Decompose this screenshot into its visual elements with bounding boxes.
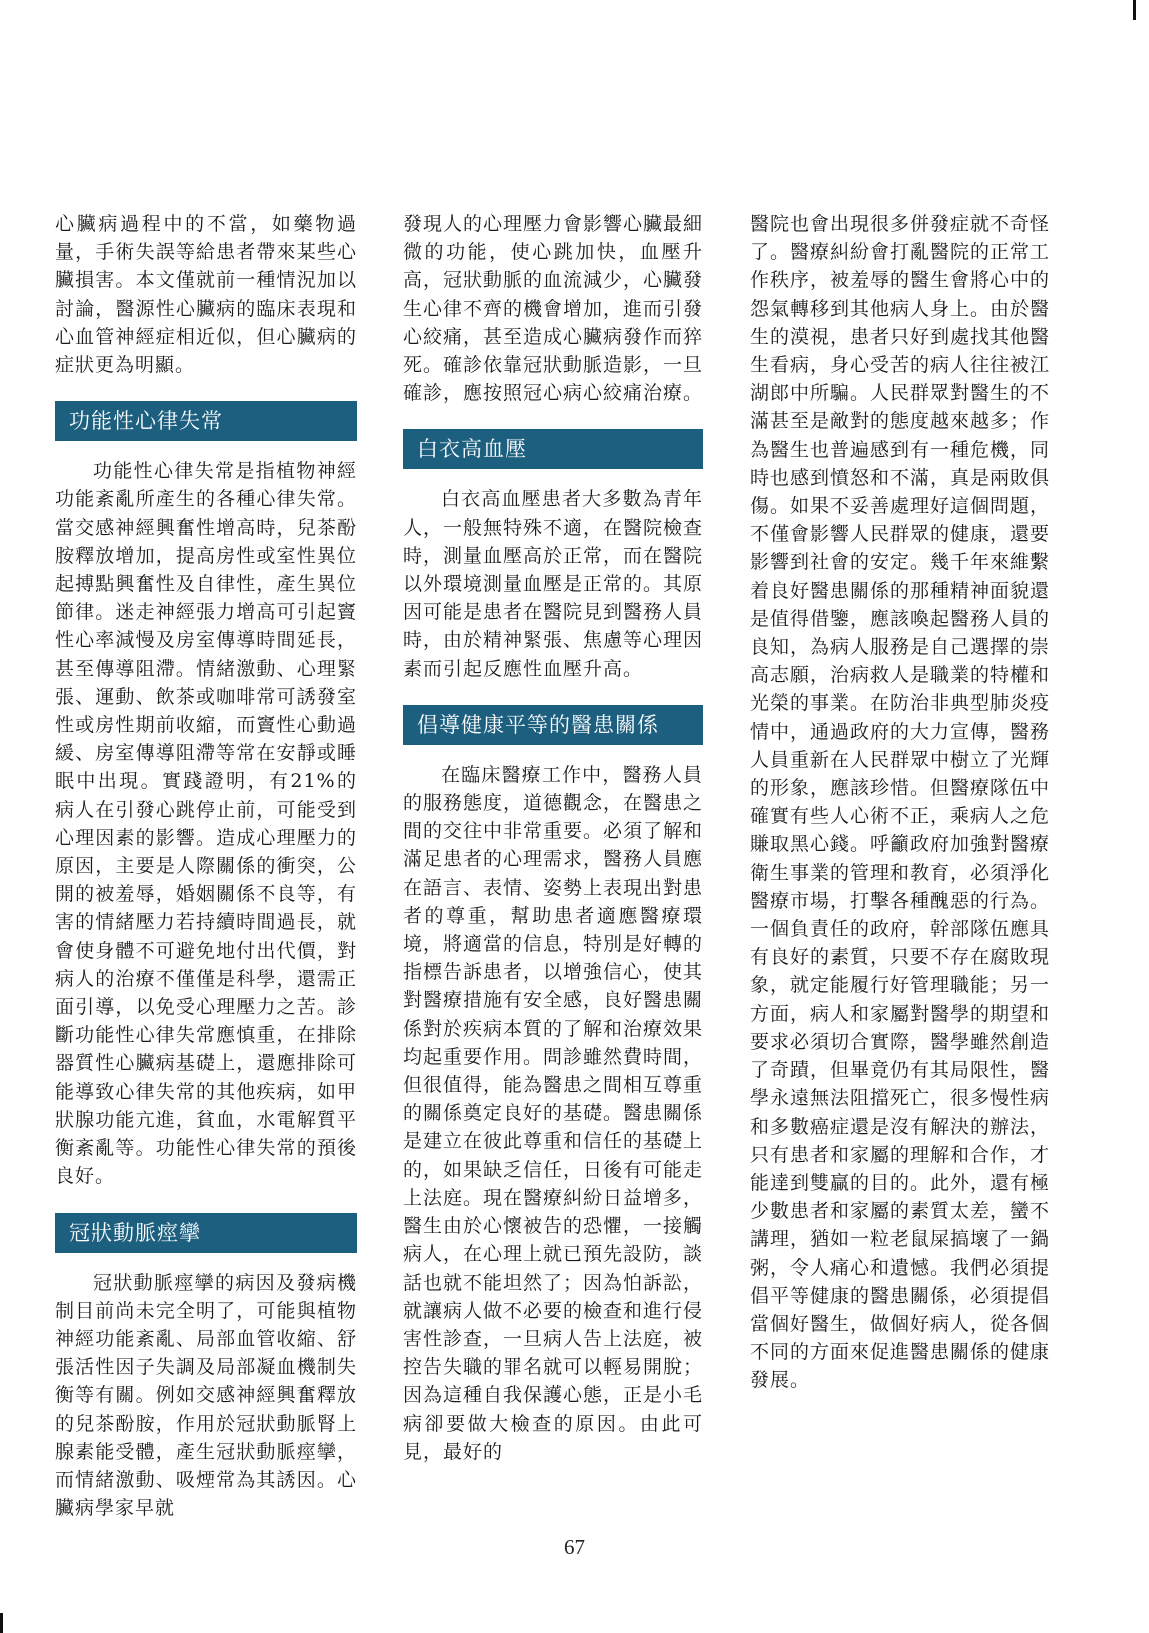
section-heading: 白衣高血壓	[403, 429, 703, 469]
paragraph: 心臟病過程中的不當，如藥物過量，手術失誤等給患者帶來某些心臟損害。本文僅就前一種情況加以討論，醫源性心臟病的臨床表現和心血管神經症相近似，但心臟病的症狀更為明顯。	[55, 213, 357, 377]
paragraph: 醫院也會出現很多併發症就不奇怪了。醫療糾紛會打亂醫院的正常工作秩序，被羞辱的醫生會將心中的怨氣轉移到其他病人身上。由於醫生的漠視，患者只好到處找其他醫生看病，身心受苦的病人往往被江湖郎中所騙。人民群眾對醫生的不滿甚至是敵對的態度越來越多；作為醫生也普遍感到有一種危機，同時也感到憤怒和不滿，真是兩敗俱傷。如果不妥善處理好這個問題，不僅會影響人民群眾的健康，還要影響到社會的安定。幾千年來維繫着良好醫患關係的那種精神面貌還是值得借鑒，應該喚起醫務人員的良知，為病人服務是自己選擇的崇高志願，治病救人是職業的特權和光榮的事業。在防治非典型肺炎疫情中，通過政府的大力宣傳，醫務人員重新在人民群眾中樹立了光輝的形象，應該珍惜。但醫療隊伍中確實有些人心術不正，乘病人之危賺取黑心錢。呼籲政府加強對醫療衛生事業的管理和教育，必須淨化醫療市場，打擊各種醜惡的行為。一個負責任的政府，幹部隊伍應具有良好的素質，只要不存在腐敗現象，就定能履行好管理職能；另一方面，病人和家屬對醫學的期望和要求必須切合實際，醫學雖然創造了奇蹟，但畢竟仍有其局限性，醫學永遠無法阻擋死亡，很多慢性病和多數癌症還是沒有解決的辦法，只有患者和家屬的理解和合作，才能達到雙贏的目的。此外，還有極少數患者和家屬的素質太差，蠻不講理，猶如一粒老鼠屎搞壞了一鍋粥，令人痛心和遺憾。我們必須提倡平等健康的醫患關係，必須提倡當個好醫生，做個好病人，從各個不同的方面來促進醫患關係的健康發展。	[750, 213, 1051, 1392]
section-heading: 功能性心律失常	[55, 401, 357, 441]
column-3	[750, 210, 1050, 1395]
paragraph: 冠狀動脈痙攣的病因及發病機制目前尚未完全明了，可能與植物神經功能紊亂、局部血管收縮、舒張活性因子失調及局部凝血機制失衡等有關。例如交感神經興奮釋放的兒茶酚胺，作用於冠狀動脈腎上腺素能受體，產生冠狀動脈痙攣，而情緒激動、吸煙常為其誘因。心臟病學家早就	[55, 1271, 357, 1520]
paragraph: 發現人的心理壓力會影響心臟最細微的功能，使心跳加快，血壓升高，冠狀動脈的血流減少，心臟發生心律不齊的機會增加，進而引發心絞痛，甚至造成心臟病發作而猝死。確診依靠冠狀動脈造影，一旦確診，應按照冠心病心絞痛治療。	[403, 213, 704, 405]
column-2	[403, 210, 703, 1466]
section-heading: 冠狀動脈痙攣	[55, 1213, 357, 1253]
paragraph: 在臨床醫療工作中，醫務人員的服務態度，道德觀念，在醫患之間的交往中非常重要。必須了解和滿足患者的心理需求，醫務人員應在語言、表情、姿勢上表現出對患者的尊重，幫助患者適應醫療環境，將適當的信息，特別是好轉的指標告訴患者，以增強信心，使其對醫療措施有安全感，良好醫患關係對於疾病本質的了解和治療效果均起重要作用。問診雖然費時間，但很值得，能為醫患之間相互尊重的關係奠定良好的基礎。醫患關係是建立在彼此尊重和信任的基礎上的，如果缺乏信任，日後有可能走上法庭。現在醫療糾紛日益增多，醫生由於心懷被告的恐懼，一接觸病人，在心理上就已預先設防，談話也就不能坦然了；因為怕訴訟，就讓病人做不必要的檢查和進行侵害性診查，一旦病人告上法庭，被控告失職的罪名就可以輕易開脫；因為這種自我保護心態，正是小毛病卻要做大檢查的原因。由此可見，最好的	[403, 763, 704, 1463]
paragraph: 功能性心律失常是指植物神經功能紊亂所產生的各種心律失常。當交感神經興奮性增高時，兒茶酚胺釋放增加，提高房性或室性異位起搏點興奮性及自律性，產生異位節律。迷走神經張力增高可引起竇性心率減慢及房室傳導時間延長，甚至傳導阻滯。情緒激動、心理緊張、運動、飲茶或咖啡常可誘發室性或房性期前收縮，而竇性心動過緩、房室傳導阻滯等常在安靜或睡眠中出現。實踐證明，有21%的病人在引發心跳停止前，可能受到心理因素的影響。造成心理壓力的原因，主要是人際關係的衝突，公開的被羞辱，婚姻關係不良等，有害的情緒壓力若持續時間過長，就會使身體不可避免地付出代價，對病人的治療不僅僅是科學，還需正面引導，以免受心理壓力之苦。診斷功能性心律失常應慎重，在排除器質性心臟病基礎上，還應排除可能導致心律失常的其他疾病，如甲狀腺功能亢進，貧血，水電解質平衡紊亂等。功能性心律失常的預後良好。	[55, 460, 357, 1188]
crop-mark	[0, 1613, 3, 1633]
paragraph: 白衣高血壓患者大多數為青年人，一般無特殊不適，在醫院檢查時，測量血壓高於正常，而在醫院以外環境測量血壓是正常的。其原因可能是患者在醫院見到醫務人員時，由於精神緊張、焦慮等心理因素而引起反應性血壓升高。	[403, 488, 704, 680]
section-heading: 倡導健康平等的醫患關係	[403, 705, 703, 745]
crop-mark	[1133, 0, 1136, 20]
page-number: 67	[564, 1535, 585, 1559]
column-1	[55, 210, 357, 1522]
